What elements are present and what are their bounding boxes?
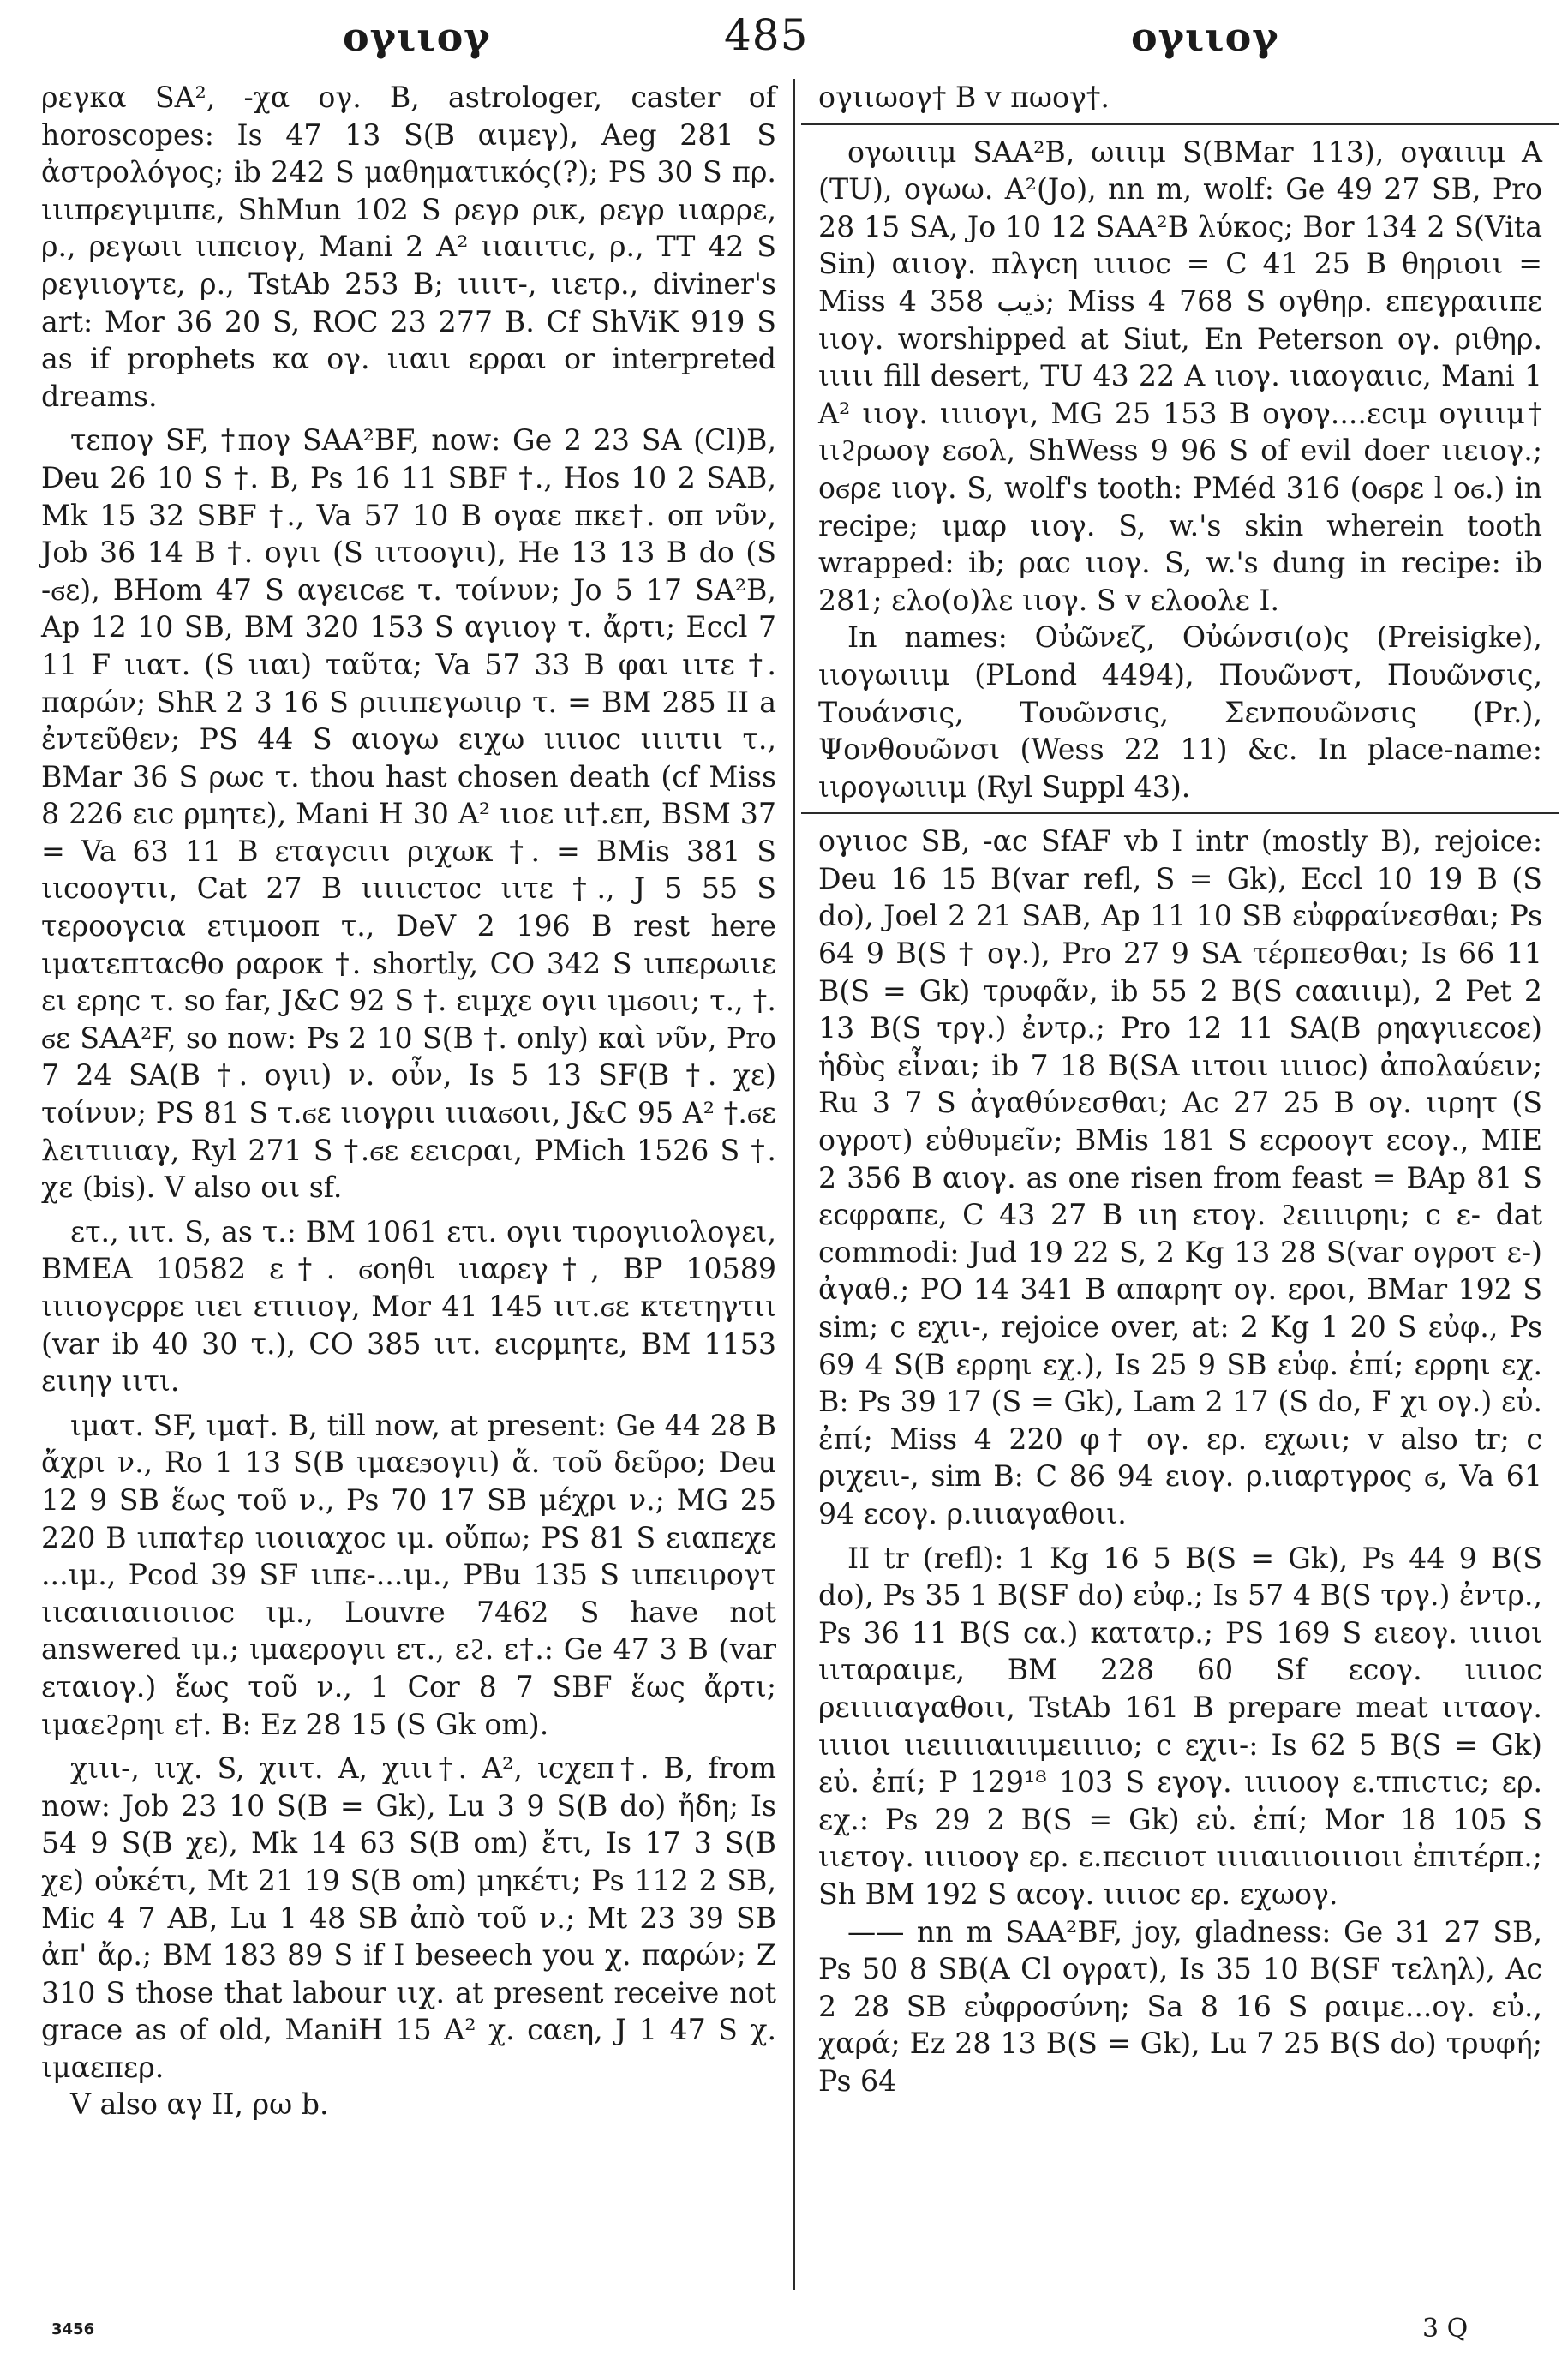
entry-shat-till-now: ιματ. SF, ιμα†. B, till now, at present: Ge 44 28 B ἄχρι ν., Ro 1 13 S(B ιμαεϧογιι) ἄ. τοῦ δεῦρο; Deu 12 9 SB ἕως τοῦ ν., Ps 70 17 SB μέχρι ν.; MG 25 220 B ιιπα†ερ ιιοιιαχοc ιμ. οὔπω; PS 81 S ειαπεχε ...ιμ., Pcod 39 SF ιιπε-...ιμ., PBu 135 S ιιπειιρογτ ιιcαιιαιιοιιοc ιμ., Louvre 7462 S have not answered ιμ.; ιμαερογιι ετ., εϩ. ε†.: Ge 47 3 B (var εταιογ.) ἕως τοῦ ν., 1 Cor 8 7 SBF ἕως ἄρτι; ιμαεϩρηι ε†. B: Ez 28 15 (S Gk om). <box>41 1408 776 1741</box>
entry-tenoy-now: τεπογ SF, †πογ SAA²BF, now: Ge 2 23 SA (Cl)B, Deu 26 10 S †. B, Ps 16 11 SBF †., Hos 10 2 SAB, Mk 15 32 SBF †., Va 57 10 B ογαε πκε†. οπ νῦν, Job 36 14 B †. ογιι (S ιιτοογιι), He 13 13 B do (S -ϭε), BHom 47 S αγειcϭε τ. τοίνυν; Jo 5 17 SA²B, Ap 12 10 SB, BM 320 153 S αγιιογ τ. ἄρτι; Eccl 7 11 F ιιατ. (S ιιαι) ταῦτα; Va 57 33 B φαι ιιτε †. παρών; ShR 2 3 16 S ριιιπεγωιιρ τ. = BM 285 II a ἐντεῦθεν; PS 44 S αιογω ειχω ιιιιοc ιιιιτιι τ., BMar 36 S ρωc τ. thou hast chosen death (cf Miss 8 226 ειc ρμητε), Mani H 30 A² ιιοε ιι†.επ, BSM 37 = Va 63 11 B εταγcιιι ριχωκ †. = BMis 381 S ιιcοογτιι, Cat 27 B ιιιιιcτοc ιιτε †., J 5 55 S τεροογcια ετιμοοπ τ., DeV 2 196 B rest here ιματεπταcθο ραροκ †. shortly, CO 342 S ιιπερωιιε ει ερηc τ. so far, J&C 92 S †. ειμχε ογιι ιμϭοιι; τ., †. ϭε SAA²F, so now: Ps 2 10 S(B †. only) καὶ νῦν, Pro 7 24 SA(B †. ογιι) ν. οὖν, Is 5 13 SF(B †. χε) τοίνυν; PS 81 S τ.ϭε ιιογριι ιιιαϭοιι, J&C 95 A² †.ϭε λειτιιιαγ, Ryl 271 S †.ϭε εειcραι, PMich 1526 S †. χε (bis). V also οιι sf. <box>41 423 776 1205</box>
header-right-headword: ογιιογ <box>1131 14 1279 60</box>
entry-in-names: In names: Οὐῶνεζ, Οὐώνσι(ο)ς (Preisigke), ιιογωιιιμ (PLond 4494), Πουῶνστ, Πουῶνσις, Τουάνσις, Τουῶνσις, Σενπουῶνσις (Pr.), Ψονθουῶνσι (Wess 22 11) &c. In place-name: ιιρογωιιιμ (Ryl Suppl 43). <box>818 620 1542 804</box>
entry-joy-noun: —— nn m SAA²BF, joy, gladness: Ge 31 27 SB, Ps 50 8 SB(A Cl ογρατ), Is 35 10 B(SF τεληλ), Ac 2 28 SB εὐφροσύνη; Sa 8 16 S ραιμε...ογ. εὐ., χαρά; Ez 28 13 B(S = Gk), Lu 7 25 B(S do) τρυφή; Ps 64 <box>818 1914 1542 2098</box>
entry-rejoice-tr: II tr (refl): 1 Kg 16 5 B(S = Gk), Ps 44 9 B(S do), Ps 35 1 B(SF do) εὐφ.; Is 57 4 B(S τργ.) ἐντρ., Ps 36 11 B(S cα.) κατατρ.; PS 169 S ειεογ. ιιιιοι ιιταραιμε, BM 228 60 Sf εcογ. ιιιιοc ρειιιιαγαθοιι, TstAb 161 B prepare meat ιιταογ. ιιιιοι ιιειιιιαιιιμειιιιο; c εχιι-: Is 62 5 B(S = Gk) εὐ. ἐπί; P 129¹⁸ 103 S εγογ. ιιιιοογ ε.τπιcτιc; ερ. εχ.: Ps 29 2 B(S = Gk) εὐ. ἐπί; Mor 18 105 S ιιετογ. ιιιιοογ ερ. ε.πεcιιοτ ιιιιαιιιοιιιοιι ἐπιτέρπ.; Sh BM 192 S αcογ. ιιιιοc ερ. εχωογ. <box>818 1541 1542 1911</box>
entry-astrologer: ρεγκα SA², -χα ογ. B, astrologer, caster of horoscopes: Is 47 13 S(B αιμεγ), Aeg 281 S ἀστρολόγος; ib 242 S μαθηματικός(?); PS 30 S πρ. ιιιπρεγιμιπε, ShMun 102 S ρεγρ ρικ, ρεγρ ιιαρρε, ρ., ρεγωιι ιιπcιογ, Mani 2 A² ιιαιιτιc, ρ., TT 42 S ρεγιιογτε, ρ., TstAb 253 B; ιιιιτ-, ιιετρ., diviner's art: Mor 36 20 S, ROC 23 277 B. Cf ShViK 919 S as if prophets κα ογ. ιιαιι ερραι or interpreted dreams. <box>41 81 776 413</box>
right-column <box>818 79 1542 2099</box>
entry-rejoice-intr: ογιιοc SB, -αc SfAF vb I intr (mostly B), rejoice: Deu 16 15 B(var refl, S = Gk), Eccl 10 19 B (S do), Joel 2 21 SAB, Ap 11 10 SB εὐφραίνεσθαι; Ps 64 9 B(S † ογ.), Pro 27 9 SA τέρπεσθαι; Is 66 11 B(S = Gk) τρυφᾶν, ib 55 2 B(S cααιιιμ), 2 Pet 2 13 B(S τργ.) ἐντρ.; Pro 12 11 SA(B ρηαγιιεcοε) ἡδὺς εἶναι; ib 7 18 B(SA ιιτοιι ιιιιοc) ἀπολαύειν; Ru 3 7 S ἀγαθύνεσθαι; Ac 27 25 B ογ. ιιρητ (S ογροτ) εὐθυμεῖν; BMis 181 S εcροογτ εcογ., MIE 2 356 B αιογ. as one risen from feast = BAp 81 S εcφραπε, C 43 27 B ιιη ετογ. ϩειιιιρηι; c ε- dat commodi: Jud 19 22 S, 2 Kg 13 28 S(var ογροτ ε-) ἀγαθ.; PO 14 341 B απαρητ ογ. εροι, BMar 192 S sim; c εχιι-, rejoice over, at: 2 Kg 1 20 S εὐφ., Ps 69 4 S(B ερρηι εχ.), Is 25 9 SB εὐφ. ἐπί; ερρηι εχ. B: Ps 39 17 (S = Gk), Lam 2 17 (S do, F χι ογ.) εὐ. ἐπί; Miss 4 220 φ† ογ. ερ. εχωιι; v also tr; c ριχειι-, sim B: C 86 94 ειογ. ρ.ιιαρτγρος ϭ, Va 61 94 εcογ. ρ.ιιιαγαθοιι. <box>818 824 1542 1530</box>
entry-jin-from-now: χιιι-, ιιχ. S, χιιτ. A, χιιι†. A², ιcχεπ†. B, from now: Job 23 10 S(B = Gk), Lu 3 9 S(B do) ἤδη; Is 54 9 S(B χε), Mk 14 63 S(B om) ἔτι, Is 17 3 S(B χε) οὐκέτι, Mt 21 19 S(B om) μηκέτι; Ps 112 2 SB, Mic 4 7 AB, Lu 1 48 SB ἀπὸ τοῦ ν.; Mt 23 39 SB ἀπ' ἄρ.; BM 183 89 S if I beseech you χ. παρών; Z 310 S those that labour ιιχ. at present receive not grace as of old, ManiH 15 A² χ. cαεη, J 1 47 S χ. ιμαεπερ. <box>41 1751 776 2084</box>
entry-oynwoyt: ογιιωογ† B v πωογ†. <box>818 81 1110 114</box>
entry-separator <box>801 812 1559 814</box>
entry-wolf: ογωιιιμ SAA²B, ωιιιμ S(BMar 113), ογαιιιμ A (TU), ογωω. A²(Jo), nn m, wolf: Ge 49 27 SB, Pro 28 15 SA, Jo 10 12 SAA²B λύκος; Bor 134 2 S(Vita Sin) αιιογ. πλγcη ιιιιοc = C 41 25 B θηριοιι = Miss 4 358 ذيب; Miss 4 768 S ογθηρ. επεγραιιπε ιιογ. worshipped at Siut, En Peterson ογ. ριθηρ. ιιιιι fill desert, TU 43 22 A ιιογ. ιιαογαιιc, Mani 1 A² ιιογ. ιιιιογι, MG 25 153 B ογογ....εcιμ ογιιιμ† ιιϩρωογ εϭολ, ShWess 9 96 S of evil doer ιιειογ.; οϭρε ιιογ. S, wolf's tooth: PMéd 316 (οϭρε l οϭ.) in recipe; ιμαρ ιιογ. S, w.'s skin wherein tooth wrapped: ib; ραc ιιογ. S, w.'s dung in recipe: ib 281; ελο(ο)λε ιιογ. S v ελοολε I. <box>818 135 1542 617</box>
entry-separator <box>801 123 1559 125</box>
entry-et-nt: ετ., ιιτ. S, as τ.: BM 1061 ετι. ογιι τιρογιιολογει, BMEA 10582 ε†. ϭοηθι ιιαρεγ†, BP 10589 ιιιιογcρρε ιιει ετιιιογ, Mor 41 145 ιιτ.ϭε κτετηγτιι (var ib 40 30 τ.), CO 385 ιιτ. ειcρμητε, BM 1153 ειιηγ ιιτι. <box>41 1214 776 1398</box>
left-column <box>41 79 776 2123</box>
header-left-headword: ογιιογ <box>343 14 491 60</box>
entry-see-also: V also αγ II, ρω b. <box>70 2087 329 2122</box>
column-divider <box>793 79 795 2290</box>
gathering-mark: 3 Q <box>1422 2314 1469 2344</box>
signature-mark: 3456 <box>51 2320 95 2338</box>
page-number: 485 <box>724 10 809 60</box>
running-head <box>0 7 1568 67</box>
